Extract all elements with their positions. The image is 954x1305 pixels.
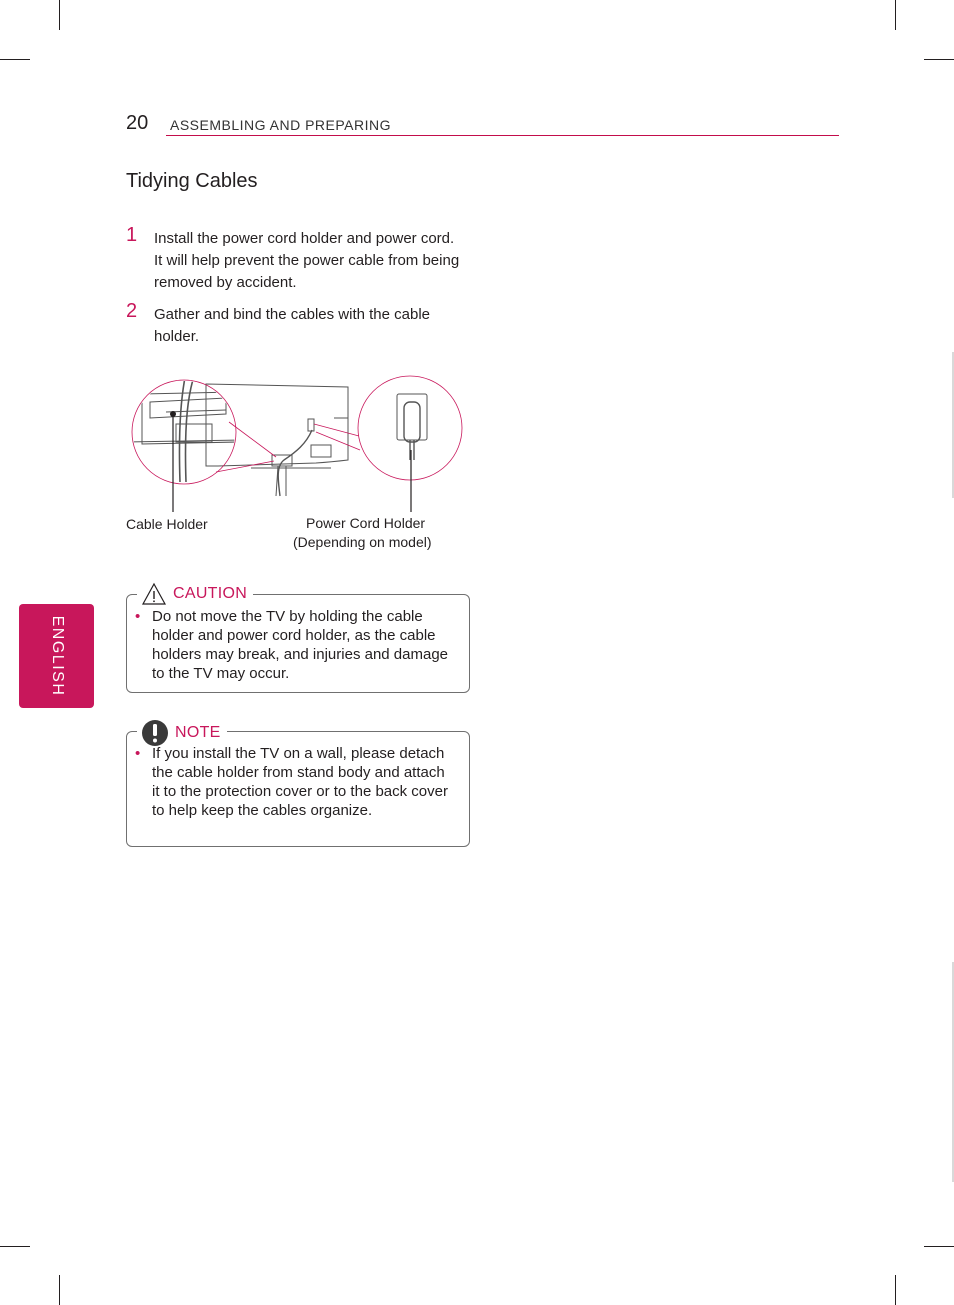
warning-triangle-icon (141, 582, 167, 606)
caution-box (126, 585, 470, 693)
header-rule (166, 135, 839, 136)
note-title: NOTE (175, 724, 221, 741)
language-tab-label: ENGLISH (48, 615, 66, 697)
crop-mark (895, 0, 896, 30)
list-item (135, 607, 461, 683)
step-number: 2 (126, 300, 138, 322)
step-text: Gather and bind the cables with the cable holder. (154, 306, 431, 345)
cable-holder-label: Cable Holder (126, 516, 208, 532)
note-box (126, 724, 470, 847)
crop-mark (924, 59, 954, 60)
power-cord-holder-label: Power Cord Holder (306, 515, 426, 531)
section-title: ASSEMBLING AND PREPARING (170, 117, 392, 133)
crop-mark (0, 1246, 30, 1247)
page-title: Tidying Cables (126, 170, 258, 192)
page-number: 20 (126, 112, 149, 134)
caution-title: CAUTION (173, 585, 248, 602)
exclamation-circle-icon (141, 719, 169, 747)
step-number: 1 (126, 224, 138, 246)
crop-mark (0, 59, 30, 60)
language-tab (19, 604, 94, 708)
power-cord-holder-note: (Depending on model) (293, 534, 432, 550)
crop-mark (924, 1246, 954, 1247)
crop-mark (59, 1275, 60, 1305)
page-header (126, 110, 839, 138)
caution-text: Do not move the TV by holding the cable holder and power cord holder, as the cable holders may break, and injuries and damage to the TV may occur. (152, 608, 449, 682)
cable-diagram (126, 362, 471, 522)
note-body (135, 744, 461, 820)
tv-back-illustration (126, 362, 471, 522)
bullet-dot: • (135, 745, 141, 762)
list-item (135, 744, 461, 820)
note-header (137, 719, 227, 747)
crop-mark (895, 1275, 896, 1305)
step-text: Install the power cord holder and power cord. It will help prevent the power cable from being removed by accident. (154, 230, 460, 291)
caution-body (135, 607, 461, 683)
caution-header (137, 582, 253, 606)
bullet-dot: • (135, 608, 141, 625)
crop-mark (59, 0, 60, 30)
note-text: If you install the TV on a wall, please detach the cable holder from stand body and attach it to the protection cover or to the back cover to help keep the cables organize. (152, 745, 448, 819)
